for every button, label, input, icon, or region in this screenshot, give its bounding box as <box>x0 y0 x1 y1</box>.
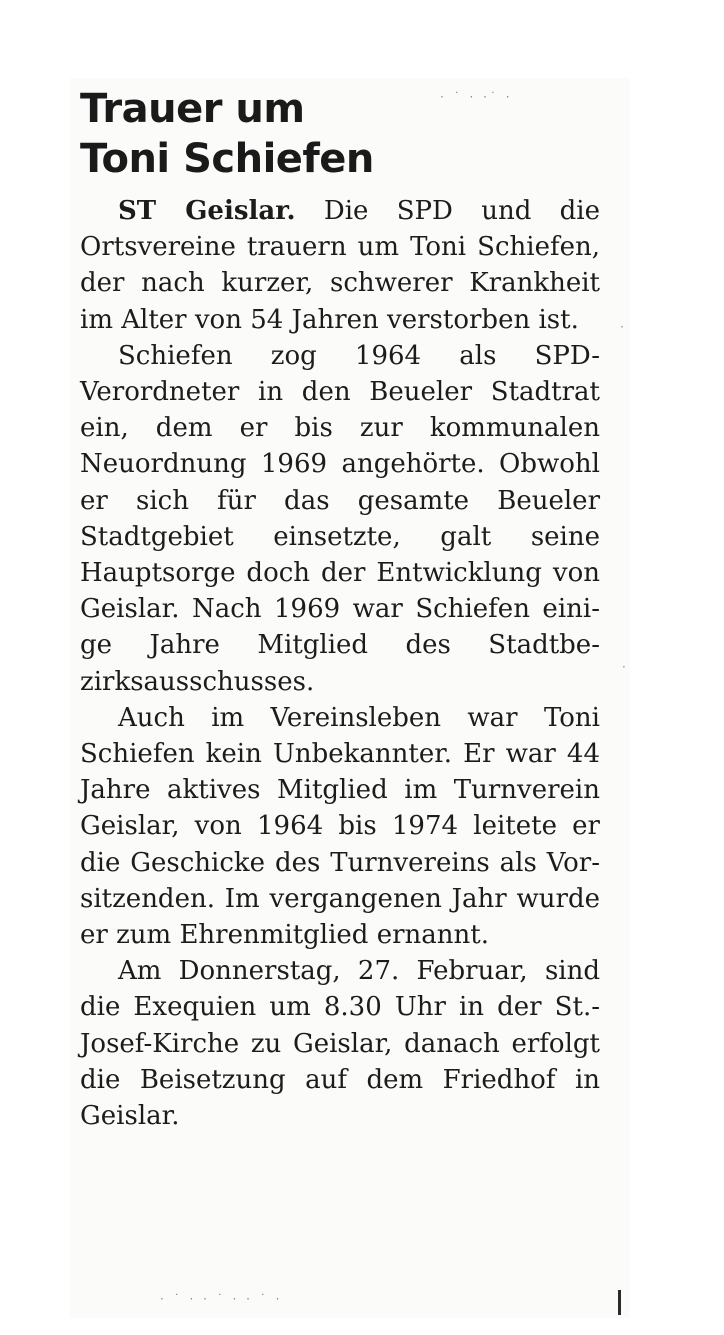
headline-line-1: Trauer um <box>80 86 305 132</box>
paragraph-3 <box>80 700 600 953</box>
print-specks-right-2: · <box>622 660 629 674</box>
article-body <box>80 193 600 1134</box>
print-specks-right: · <box>620 320 627 334</box>
column-rule-mark <box>618 1290 621 1315</box>
headline-line-2: Toni Schiefen <box>80 136 374 182</box>
paragraph-4-text: Am Donnerstag, 27. Februar, sind die Exequien um 8.30 Uhr in der St.-Josef-Kirche zu Geislar, danach erfolgt die Beisetzung auf dem Friedhof in Geislar. <box>80 956 600 1132</box>
article-headline <box>80 84 620 184</box>
paragraph-1 <box>80 193 600 338</box>
paragraph-2 <box>80 338 600 700</box>
paragraph-4 <box>80 953 600 1134</box>
paragraph-1-text: Die SPD und die Ortsvereine trauern um Toni Schiefen, der nach kurzer, schwerer Krankheit im Alter von 54 Jahren verstorben ist. <box>80 196 600 335</box>
print-specks-top: · ˙ · ·˙ · <box>440 90 513 104</box>
paragraph-3-text: Auch im Vereinsleben war Toni Schiefen kein Unbekannter. Er war 44 Jahre aktives Mitglied im Turnverein Geislar, von 1964 bis 1974 leitete er die Geschicke des Turnvereins als Vorsitzenden. Im vergangenen Jahr wurde er zum Ehrenmitglied ernannt. <box>80 702 600 951</box>
paragraph-2-text: Schiefen zog 1964 als SPD-Verordneter in den Beueler Stadtrat ein, dem er bis zur kommunalen Neuordnung 1969 angehörte. Obwohl er sich für das gesamte Beueler Stadtgebiet einsetzte, galt seine Hauptsorge doch der Entwicklung von Geislar. Nach 1969 war Schiefen einige Jahre Mitglied des Stadtbezirksausschusses. <box>80 340 600 697</box>
dateline: ST Geislar. <box>118 196 296 226</box>
print-specks-bottom: · ˙ · · ˙ · · ˙ · <box>160 1292 283 1306</box>
